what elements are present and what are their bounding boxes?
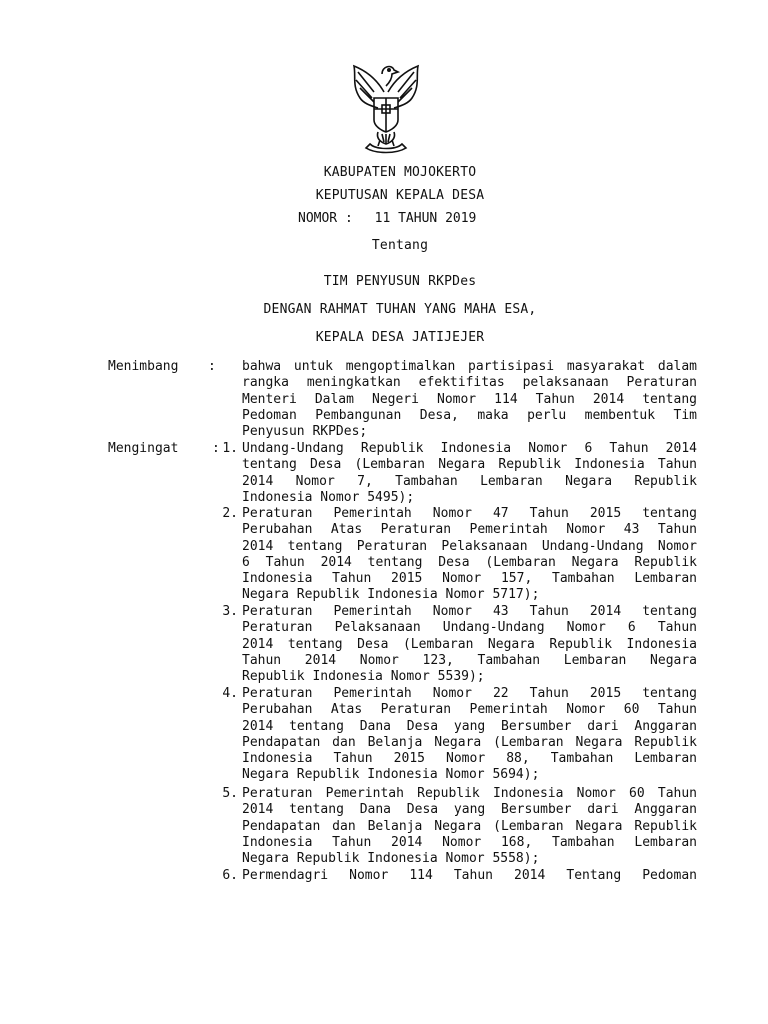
menimbang-label: Menimbang (108, 359, 179, 374)
list-item (242, 786, 697, 867)
invocation: DENGAN RAHMAT TUHAN YANG MAHA ESA, (263, 302, 537, 317)
list-item-line: Indonesia Nomor 5495); (242, 489, 415, 505)
list-item-line: 2014 Nomor 7, Tambahan Lembaran Negara Republik (242, 473, 697, 489)
list-item-line: Indonesia Tahun 2015 Nomor 157, Tambahan Lembaran (242, 571, 697, 587)
list-item-number: 2. (222, 506, 238, 521)
number-value: 11 TAHUN 2019 (374, 211, 477, 226)
list-item-line: 2014 tentang Dana Desa yang Bersumber dari Anggaran (242, 802, 697, 818)
list-item-line: Indonesia Tahun 2014 Nomor 168, Tambahan Lembaran (242, 834, 697, 850)
list-item-line: Peraturan Pemerintah Nomor 22 Tahun 2015 tentang (242, 686, 697, 701)
list-item (242, 506, 697, 604)
menimbang-line: bahwa untuk mengoptimalkan partisipasi masyarakat dalam (242, 359, 697, 374)
list-item-line: Undang-Undang Republik Indonesia Nomor 6 Tahun 2014 (242, 441, 697, 456)
list-item-line: Indonesia Tahun 2015 Nomor 88, Tambahan Lembaran (242, 751, 697, 767)
list-item (242, 868, 697, 884)
list-item-number: 6. (222, 868, 238, 883)
list-item-line: Peraturan Pelaksanaan Undang-Undang Nomor 6 Tahun (242, 620, 697, 636)
mengingat-label: Mengingat (108, 441, 179, 456)
regency-name: KABUPATEN MOJOKERTO (323, 165, 477, 180)
list-item-line: Republik Indonesia Nomor 5539); (242, 669, 485, 685)
list-item-line: Permendagri Nomor 114 Tahun 2014 Tentang Pedoman (242, 868, 697, 883)
list-item-line: 2014 tentang Peraturan Pelaksanaan Undang-Undang Nomor (242, 538, 697, 554)
list-item-line: Peraturan Pemerintah Nomor 43 Tahun 2014 tentang (242, 604, 697, 619)
list-item-number: 4. (222, 686, 238, 701)
list-item-line: tentang Desa (Lembaran Negara Republik Indonesia Tahun (242, 457, 697, 473)
list-item-line: Perubahan Atas Peraturan Pemerintah Nomor 43 Tahun (242, 522, 697, 538)
menimbang-colon: : (208, 359, 216, 374)
menimbang-line: Pedoman Pembangunan Desa, maka perlu membentuk Tim (242, 407, 697, 423)
about-label: Tentang (371, 238, 429, 253)
list-item-line: Pendapatan dan Belanja Negara (Lembaran Negara Republik (242, 734, 697, 750)
list-item-line: Peraturan Pemerintah Nomor 47 Tahun 2015 tentang (242, 506, 697, 521)
list-item-number: 3. (222, 604, 238, 619)
list-item (242, 686, 697, 784)
list-item-line: 2014 tentang Desa (Lembaran Negara Republik Indonesia (242, 636, 697, 652)
list-item-line: 2014 tentang Dana Desa yang Bersumber dari Anggaran (242, 718, 697, 734)
menimbang-line: Menteri Dalam Negeri Nomor 114 Tahun 2014 tentang (242, 391, 697, 407)
list-item-number: 1. (222, 441, 238, 456)
decree-subject: TIM PENYUSUN RKPDes (323, 274, 477, 289)
list-item-line: 6 Tahun 2014 tentang Desa (Lembaran Negara Republik (242, 554, 697, 570)
list-item (242, 441, 697, 506)
list-item-line: Perubahan Atas Peraturan Pemerintah Nomor 60 Tahun (242, 702, 697, 718)
list-item (242, 604, 697, 685)
list-item-line: Pendapatan dan Belanja Negara (Lembaran Negara Republik (242, 818, 697, 834)
decree-number (298, 211, 476, 226)
list-item-line: Negara Republik Indonesia Nomor 5717); (242, 587, 540, 603)
number-label: NOMOR : (298, 211, 353, 226)
decree-title: KEPUTUSAN KEPALA DESA (315, 188, 485, 203)
mengingat-colon: : (212, 441, 220, 456)
list-item-line: Negara Republik Indonesia Nomor 5558); (242, 851, 540, 867)
menimbang-text (242, 359, 697, 440)
menimbang-line: Penyusun RKPDes; (242, 424, 368, 440)
garuda-emblem-icon (346, 58, 426, 156)
list-item-line: Tahun 2014 Nomor 123, Tambahan Lembaran Negara (242, 652, 697, 668)
menimbang-line: rangka meningkatkan efektifitas pelaksanaan Peraturan (242, 375, 697, 391)
list-item-line: Negara Republik Indonesia Nomor 5694); (242, 767, 540, 783)
list-item-line: Peraturan Pemerintah Republik Indonesia Nomor 60 Tahun (242, 786, 697, 801)
official-title: KEPALA DESA JATIJEJER (315, 330, 485, 345)
list-item-number: 5. (222, 786, 238, 801)
